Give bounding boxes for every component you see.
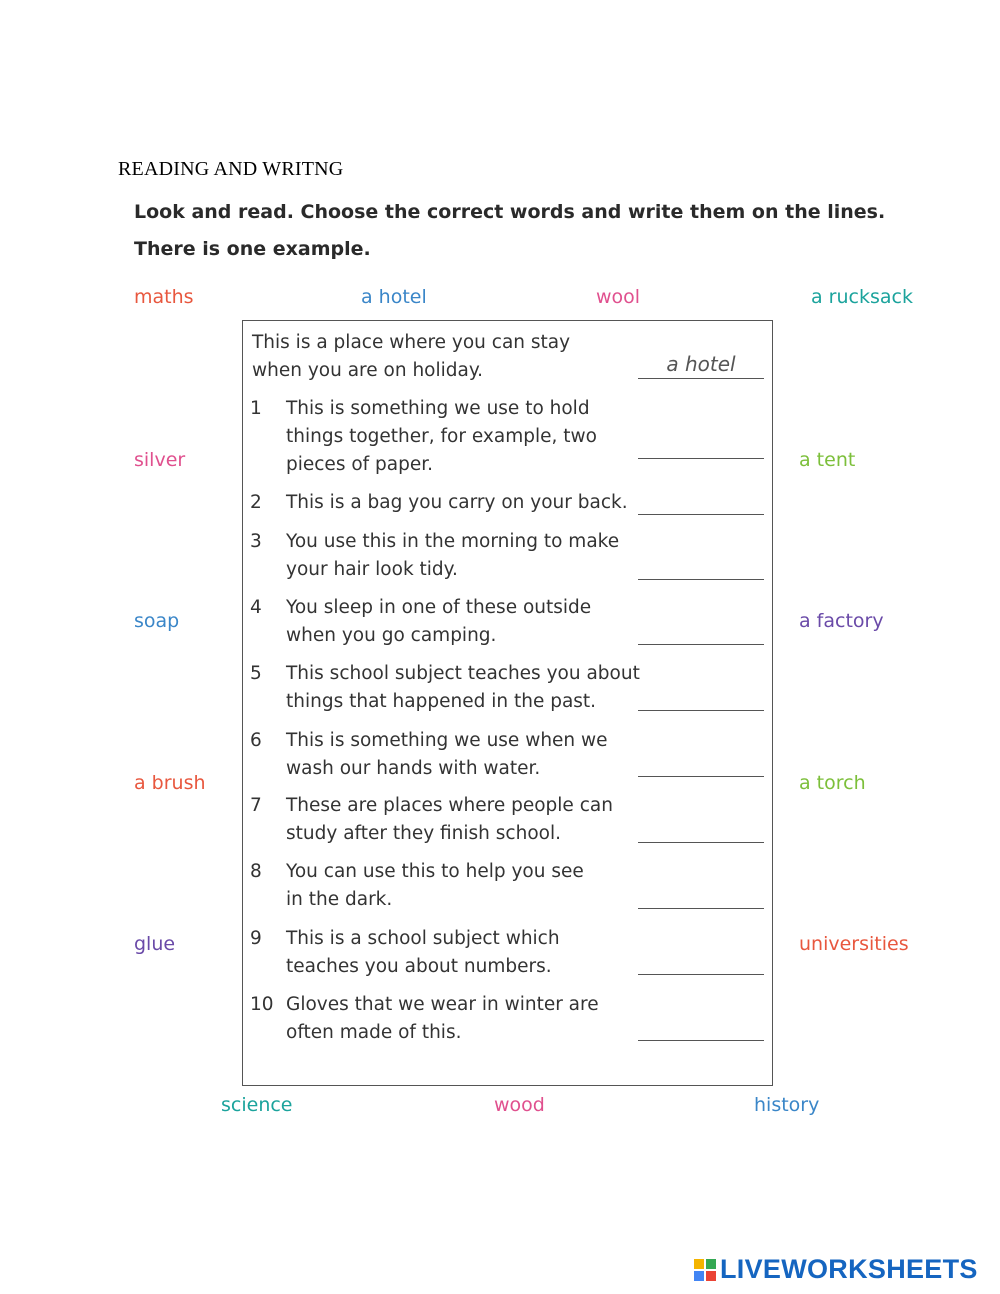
logo-icon-square [706, 1271, 716, 1281]
question-text [286, 925, 641, 981]
answer-input-2[interactable] [638, 492, 764, 515]
logo-icon-square [694, 1259, 704, 1269]
question-text [286, 528, 641, 584]
question-number: 1 [250, 398, 262, 419]
question-line: in the dark. [286, 889, 393, 910]
answer-input-4[interactable] [638, 622, 764, 645]
question-line: This is a bag you carry on your back. [286, 492, 628, 513]
word-bank-item: universities [799, 933, 909, 955]
question-text [286, 660, 641, 716]
example-line-1: This is a place where you can stay [252, 332, 571, 353]
word-bank-item: a brush [134, 772, 206, 794]
word-bank-item: silver [134, 449, 186, 471]
question-line: pieces of paper. [286, 454, 434, 475]
question-text [286, 991, 641, 1047]
question-text [286, 792, 641, 848]
question-line: often made of this. [286, 1022, 462, 1043]
logo-icon [694, 1259, 716, 1281]
question-text [286, 594, 641, 650]
answer-input-3[interactable] [638, 557, 764, 580]
instruction-line-2: There is one example. [134, 238, 371, 260]
question-number: 3 [250, 531, 262, 552]
question-line: teaches you about numbers. [286, 956, 552, 977]
question-line: This is something we use to hold [286, 398, 590, 419]
example-question [252, 329, 632, 385]
question-number: 5 [250, 663, 262, 684]
word-bank-item: a rucksack [811, 286, 913, 308]
liveworksheets-logo [694, 1254, 978, 1285]
answer-input-10[interactable] [638, 1018, 764, 1041]
word-bank-item: soap [134, 610, 180, 632]
answer-input-8[interactable] [638, 886, 764, 909]
question-number: 6 [250, 730, 262, 751]
logo-icon-square [706, 1259, 716, 1269]
word-bank-item: a torch [799, 772, 866, 794]
answer-input-9[interactable] [638, 952, 764, 975]
question-line: These are places where people can [286, 795, 613, 816]
word-bank-item: a hotel [361, 286, 427, 308]
question-number: 9 [250, 928, 262, 949]
question-line: This is a school subject which [286, 928, 560, 949]
question-line: Gloves that we wear in winter are [286, 994, 599, 1015]
word-bank-item: maths [134, 286, 194, 308]
example-line-2: when you are on holiday. [252, 360, 484, 381]
answer-input-1[interactable] [638, 436, 764, 459]
question-text [286, 489, 641, 517]
instruction-line-1: Look and read. Choose the correct words and write them on the lines. [134, 201, 886, 223]
answer-input-6[interactable] [638, 754, 764, 777]
word-bank-item: glue [134, 933, 176, 955]
question-line: things together, for example, two [286, 426, 597, 447]
example-answer: a hotel [638, 352, 764, 379]
question-line: wash our hands with water. [286, 758, 541, 779]
question-line: You use this in the morning to make [286, 531, 620, 552]
question-number: 2 [250, 492, 262, 513]
word-bank-item: science [221, 1094, 293, 1116]
question-number: 4 [250, 597, 262, 618]
question-line: when you go camping. [286, 625, 497, 646]
question-line: things that happened in the past. [286, 691, 597, 712]
word-bank-item: wool [596, 286, 641, 308]
logo-icon-square [694, 1271, 704, 1281]
word-bank-item: a tent [799, 449, 856, 471]
answer-input-5[interactable] [638, 688, 764, 711]
question-line: This school subject teaches you about [286, 663, 640, 684]
word-bank-item: history [754, 1094, 820, 1116]
page-heading: READING AND WRITNG [118, 158, 344, 180]
word-bank-item: wood [494, 1094, 545, 1116]
question-number: 10 [250, 994, 274, 1015]
question-line: You can use this to help you see [286, 861, 584, 882]
question-text [286, 395, 641, 479]
answer-input-7[interactable] [638, 820, 764, 843]
question-number: 8 [250, 861, 262, 882]
word-bank-item: a factory [799, 610, 884, 632]
question-text [286, 727, 641, 783]
question-text [286, 858, 641, 914]
question-line: You sleep in one of these outside [286, 597, 592, 618]
question-line: your hair look tidy. [286, 559, 458, 580]
question-line: study after they finish school. [286, 823, 561, 844]
question-number: 7 [250, 795, 262, 816]
logo-text: LIVEWORKSHEETS [720, 1254, 978, 1284]
question-line: This is something we use when we [286, 730, 608, 751]
